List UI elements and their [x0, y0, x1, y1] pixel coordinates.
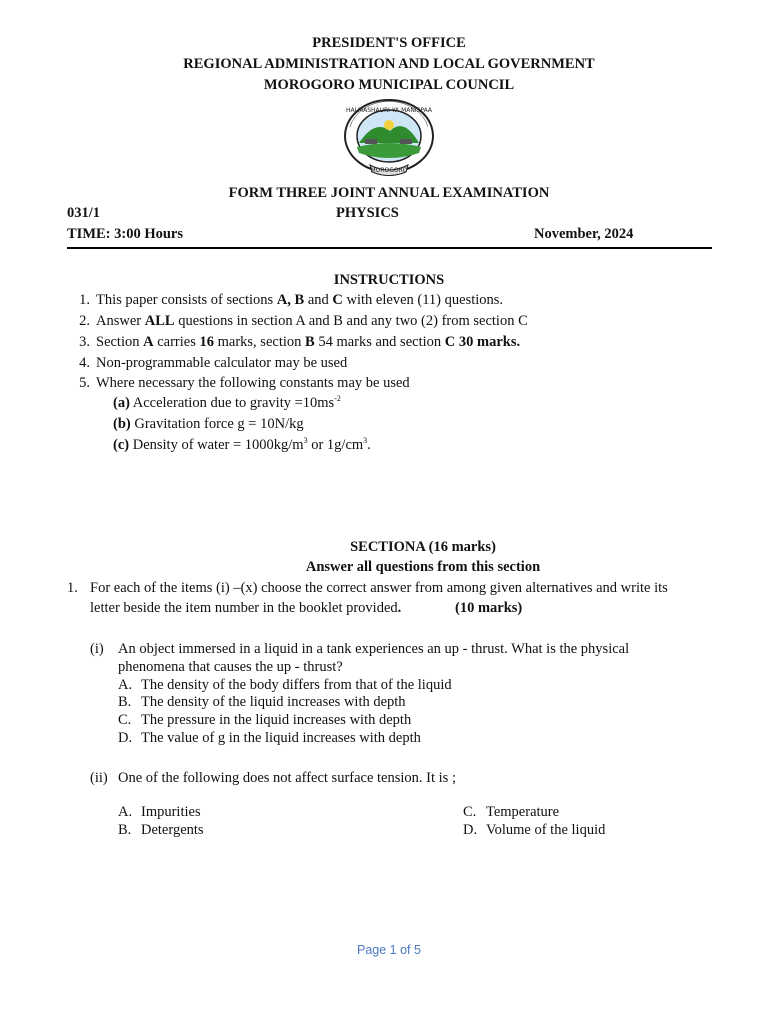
exam-date: November, 2024	[534, 226, 634, 242]
question-1-line-2: letter beside the item number in the booklet provided.	[90, 600, 402, 616]
exam-title: FORM THREE JOINT ANNUAL EXAMINATION	[228, 185, 550, 201]
question-1-line-1: For each of the items (i) –(x) choose the correct answer from among given alternatives and write its	[90, 580, 668, 596]
header-line-2: REGIONAL ADMINISTRATION AND LOCAL GOVERNMENT	[183, 56, 595, 72]
logo-text-top: HALMASHAURI YA MANISPAA	[345, 107, 433, 114]
constant-item: (a) Acceleration due to gravity $=10ms^{-2}$	[113, 394, 341, 411]
header-line-3: MOROGORO MUNICIPAL COUNCIL	[263, 77, 515, 93]
item-i-number: (i)	[90, 641, 104, 657]
section-a-title: SECTIONA (16 marks)	[350, 539, 496, 555]
header-line-1: PRESIDENT'S OFFICE	[312, 35, 466, 51]
paper-code: 031/1	[67, 205, 101, 221]
item-ii-number: (ii)	[90, 770, 108, 786]
page-number: Page 1 of 5	[357, 943, 421, 957]
instructions-title: INSTRUCTIONS	[333, 272, 445, 288]
subject: PHYSICS	[336, 205, 399, 221]
logo-text-bottom: MOROGORO	[370, 167, 408, 174]
constant-item: (c) Density of water = $1000kg/m^3$ or $1g/cm^3$.	[113, 436, 371, 453]
item-i-question-line-1: An object immersed in a liquid in a tank experiences an up - thrust. What is the physical	[118, 641, 630, 657]
constant-item: (b) Gravitation force g = 10N/kg	[113, 416, 304, 432]
item-i-question-line-2: phenomena that causes the up - thrust?	[118, 659, 343, 675]
section-a-subtitle: Answer all questions from this section	[305, 559, 541, 575]
question-1-marks: (10 marks)	[455, 600, 523, 616]
question-1-number: 1.	[67, 580, 78, 596]
council-logo	[340, 97, 438, 177]
item-ii-question: One of the following does not affect surface tension. It is ;	[118, 770, 456, 786]
header-divider	[67, 247, 712, 249]
exam-time: TIME: 3:00 Hours	[67, 226, 183, 242]
